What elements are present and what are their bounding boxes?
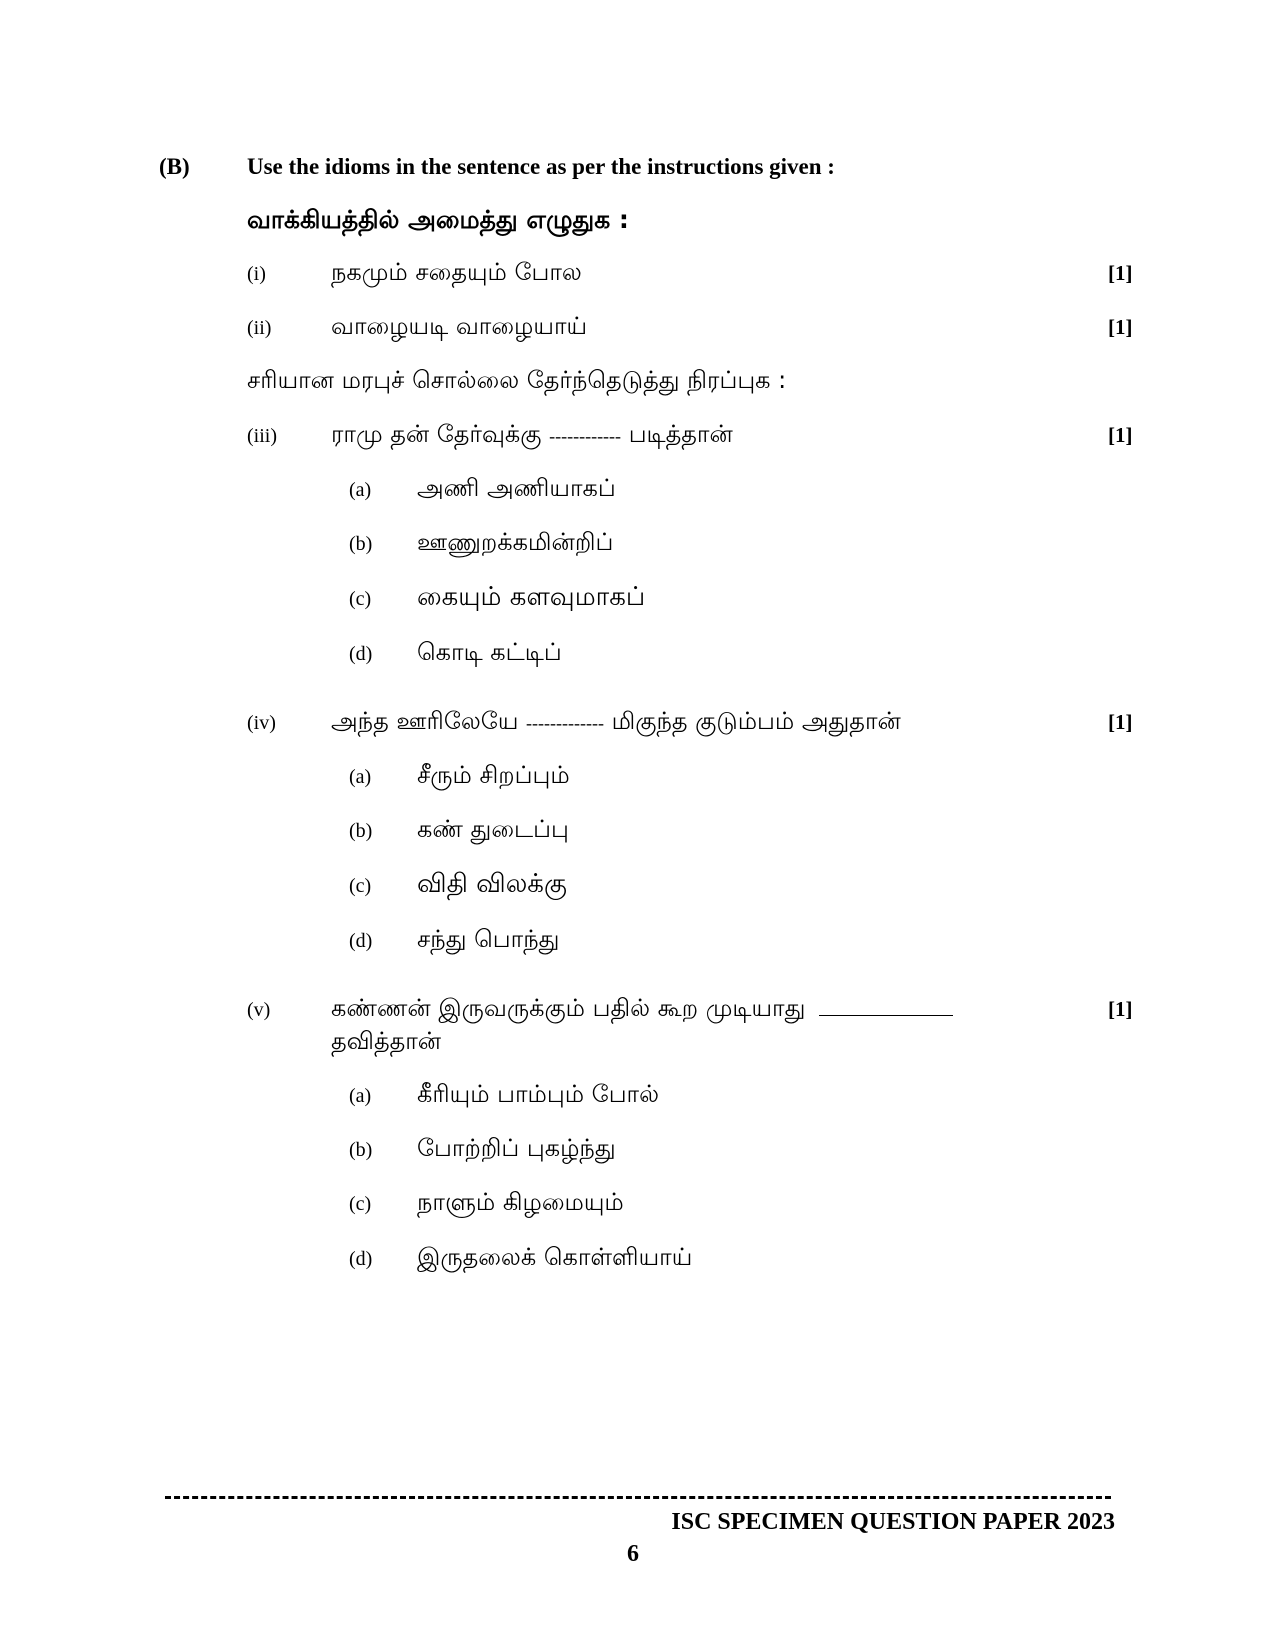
- section-label: (B): [159, 154, 190, 179]
- option-text: கண் துடைப்பு: [417, 815, 569, 843]
- question-text-before: ராமு தன் தேர்வுக்கு: [331, 420, 542, 448]
- footer-divider: [165, 1496, 1111, 1499]
- option-text: விதி விலக்கு: [417, 869, 567, 899]
- question-text-line2: தவித்தான்: [331, 1027, 442, 1055]
- question-text-after: மிகுந்த குடும்பம் அதுதான்: [611, 707, 901, 735]
- option-letter: (d): [349, 930, 373, 952]
- page-number: 6: [627, 1541, 639, 1567]
- question-text-line1: [331, 994, 953, 1025]
- question-marks: [1]: [1108, 997, 1133, 1021]
- option-text: சீரும் சிறப்பும்: [417, 761, 570, 789]
- option-text: அணி அணியாகப்: [417, 474, 616, 502]
- option-text: கொடி கட்டிப்: [417, 638, 562, 666]
- option-letter: (c): [349, 1193, 372, 1215]
- question-text-before: அந்த ஊரிலேயே: [331, 707, 519, 735]
- option-letter: (b): [349, 533, 373, 555]
- question-marks: [1]: [1108, 423, 1133, 447]
- blank-line: -------------: [526, 713, 604, 733]
- tamil-instruction-write: வாக்கியத்தில் அமைத்து எழுதுக :: [247, 205, 629, 234]
- question-number: (v): [247, 999, 271, 1021]
- question-text: வாழையடி வாழையாய்: [331, 312, 588, 340]
- option-letter: (a): [349, 479, 372, 501]
- option-letter: (b): [349, 1139, 373, 1161]
- option-text: கையும் களவுமாகப்: [417, 582, 646, 612]
- question-marks: [1]: [1108, 315, 1133, 339]
- question-number: (iv): [247, 712, 276, 734]
- option-letter: (c): [349, 875, 372, 897]
- option-letter: (d): [349, 1248, 373, 1270]
- option-text: இருதலைக் கொள்ளியாய்: [417, 1243, 693, 1271]
- option-text: நாளும் கிழமையும்: [417, 1188, 624, 1216]
- question-text: [331, 420, 733, 451]
- question-marks: [1]: [1108, 261, 1133, 285]
- question-text: கண்ணன் இருவருக்கும் பதில் கூற முடியாது: [331, 994, 806, 1022]
- tamil-instruction-fill: சரியான மரபுச் சொல்லை தேர்ந்தெடுத்து நிரப்புக :: [247, 366, 787, 394]
- section-heading: Use the idioms in the sentence as per the instructions given :: [247, 154, 835, 179]
- question-text: நகமும் சதையும் போல: [331, 258, 582, 286]
- answer-blank-line: [819, 1015, 953, 1016]
- question-number: (ii): [247, 317, 272, 339]
- option-text: போற்றிப் புகழ்ந்து: [417, 1134, 616, 1162]
- question-text-after: படித்தான்: [628, 420, 733, 448]
- question-marks: [1]: [1108, 710, 1133, 734]
- question-text: [331, 707, 901, 738]
- option-text: கீரியும் பாம்பும் போல்: [417, 1080, 660, 1108]
- option-letter: (a): [349, 1085, 372, 1107]
- option-letter: (c): [349, 588, 372, 610]
- question-number: (i): [247, 263, 266, 285]
- option-text: ஊணுறக்கமின்றிப்: [417, 528, 614, 556]
- footer-title: ISC SPECIMEN QUESTION PAPER 2023: [671, 1509, 1115, 1535]
- option-letter: (a): [349, 766, 372, 788]
- option-text: சந்து பொந்து: [417, 925, 560, 953]
- blank-line: ------------: [549, 426, 622, 446]
- option-letter: (d): [349, 643, 373, 665]
- question-number: (iii): [247, 425, 277, 447]
- option-letter: (b): [349, 820, 373, 842]
